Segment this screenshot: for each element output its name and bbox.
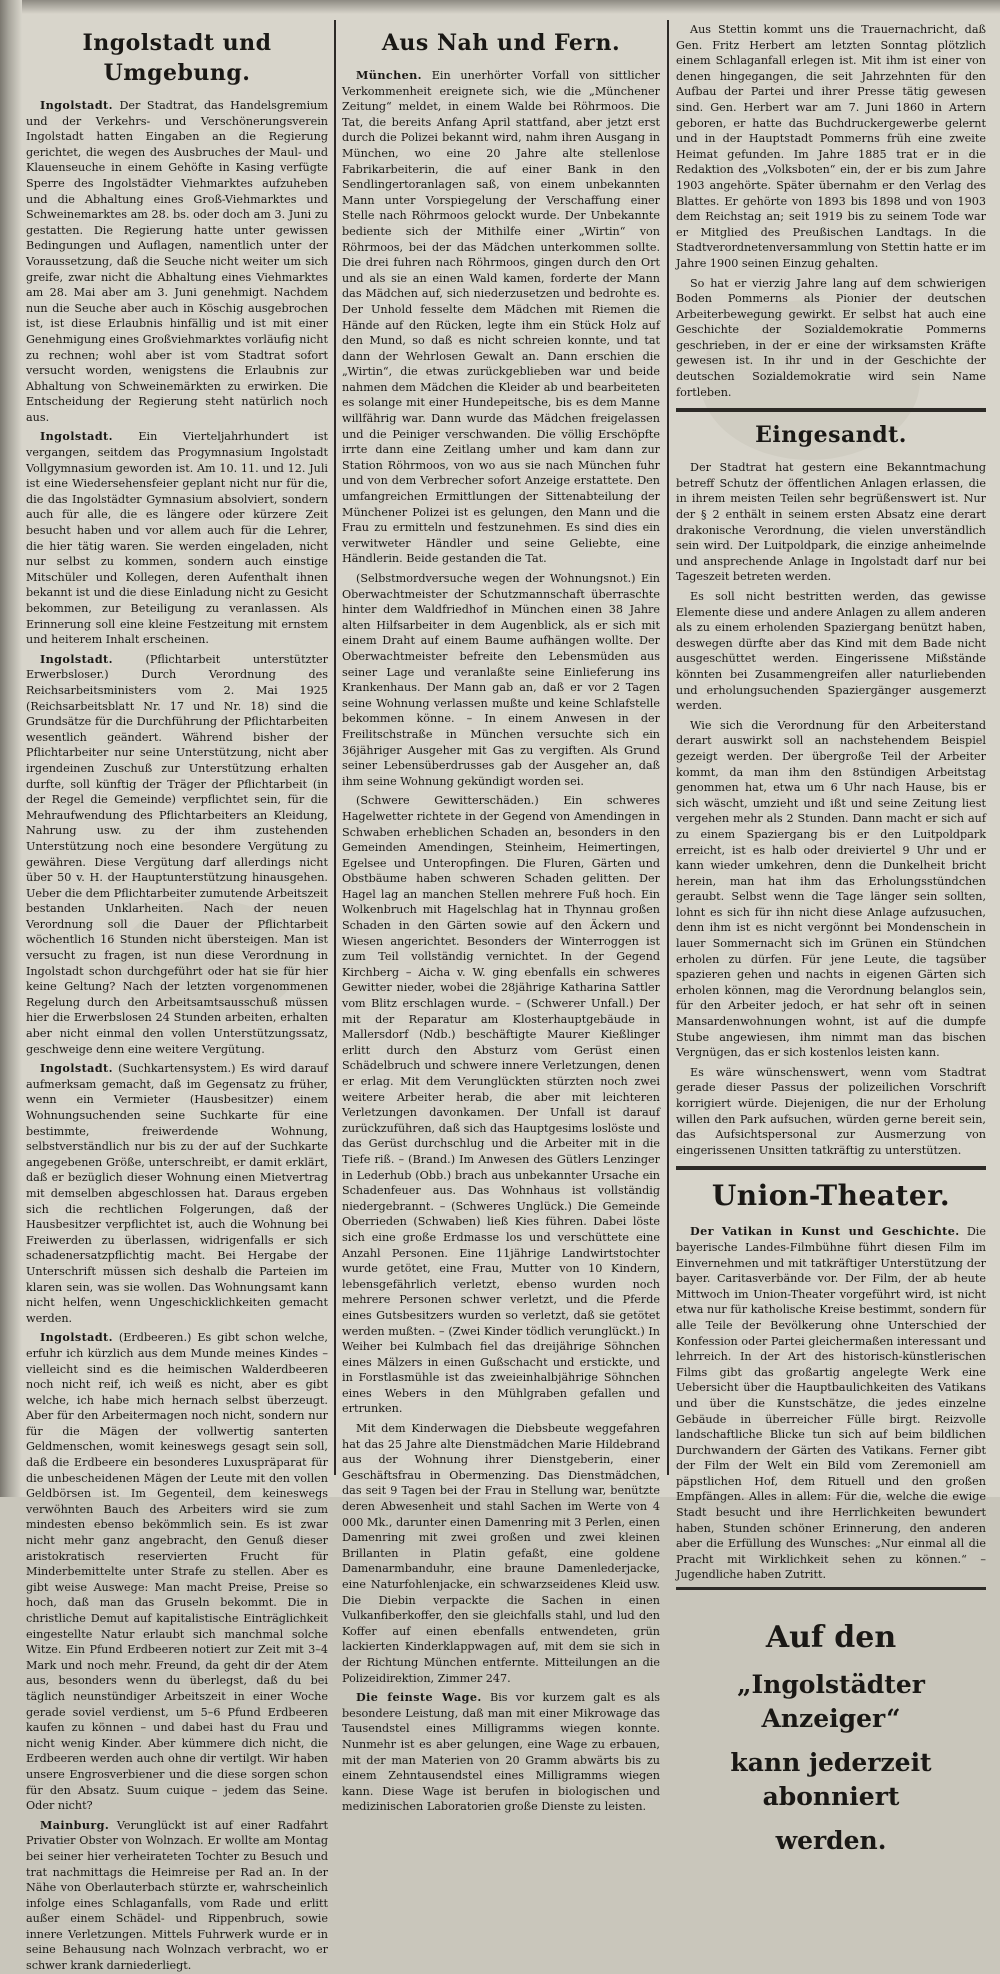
article-lead: Mainburg. bbox=[40, 1817, 110, 1832]
article-lead: Ingolstadt. bbox=[40, 1330, 113, 1345]
section-divider bbox=[676, 1166, 986, 1170]
article-paragraph bbox=[342, 1690, 660, 1815]
article-lead: Der Vatikan in Kunst und Geschichte. bbox=[690, 1224, 960, 1239]
article-text: Die bayerische Landes-Filmbühne führt diesen Film im Einvernehmen und mit tatkräftiger Unterstützung der bayer. Caritasverbände vor. Der Film, der ab heute Mittwoch im Union-Theater vorgeführt wird, ist nicht etwa nur für katholische Kreise bestimmt, sondern für alle Teile der Bevölkerung ohne Unterschied der Konfession oder Partei gleichermaßen interessant und lehrreich. In der Art des historisch-künstlerischen Films gibt das großartig angelegte Werk eine Uebersicht über die Hauptbaulichkeiten des Vatikans und über die Kunstschätze, die jedes einzelne Gebäude in überreicher Fülle birgt. Reizvolle landschaftliche Blicke tun sich auf beim bildlichen Durchwandern der Gärten des Vatikans. Ferner gibt der Film der Welt ein Bild vom Zeremoniell am päpstlichen Hof, dem Rituell und den großen Empfängen. Alles in allem: Für die, welche die ewige Stadt besucht und ihre Herrlichkeiten bewundert haben, Stunden schöner Erinnerung, den anderen aber die Erfüllung des Wunsches: „Nur einmal all die Pracht mit Wirklichkeit sehen zu können.“ – Jugendliche haben Zutritt. bbox=[676, 1225, 986, 1582]
section-heading-aus-nah-und-fern: Aus Nah und Fern. bbox=[381, 30, 621, 56]
article-text: Verunglückt ist auf einer Radfahrt Privatier Obster von Wolnzach. Er wollte am Montag bei seiner hier verheirateten Tochter zu Besuch und trat nachmittags die Heimreise per Rad an. In der Nähe von Oberlauterbach stürzte er, wahrscheinlich infolge eines Schlaganfalls, vom Rade und erlitt außer einem Schädel- und Rippenbruch, sowie innere Verletzungen. Mittels Fuhrwerk wurde er in seine Behausung nach Wolnzach verbracht, wo er schwer krank darniederliegt. bbox=[26, 1818, 328, 1973]
article-lead: Ingolstadt. bbox=[40, 1061, 113, 1076]
article-text: (Erdbeeren.) Es gibt schon welche, erfuhr ich kürzlich aus dem Munde meines Kindes – vielleicht sind es die heimischen Walderdbeeren noch nicht reif, ich weiß es nicht, aber es gibt welche, ich habe mich hernach selbst überzeugt. Aber für den Arbeitermagen noch nicht, sondern nur für die Mägen der vollwertig santerten Geldmenschen, womit keineswegs gesagt sein soll, daß die Erdbeere ein besonderes Luxuspräparat für die unbescheidenen Mägen der Leute mit den vollen Geldbörsen ist. Im Gegenteil, dem keineswegs verwöhnten Bauch des Arbeiters wird sie zum mindesten ebenso bekömmlich sein. Es ist zwar nicht mehr ganz angebracht, den Genuß dieser aristokratisch reservierten Frucht für Minderbemittelte unter Strafe zu stellen. Aber es gibt weise Auswege: Man macht Preise, Preise so hoch, daß man das Gruseln bekommt. Die in christliche Demut auf kapitalistische Einträglichkeit eingestellte Natur erlaubt sich manchmal solche Witze. Ein Pfund Erdbeeren notiert zur Zeit mit 3–4 Mark und noch mehr. Freund, da geht dir der Atem aus, besonders wenn du überlegst, daß du bei täglich neunstündiger Arbeitszeit in einer Woche gerade soviel verdienst, um 5–6 Pfund Erdbeeren kaufen zu können – und dabei hast du Frau und nicht wenig Kinder. Aber kümmere dich nicht, die Erdbeeren werden auch ohne dir vertilgt. Wir haben unsere Engrosverbiener und die diese sorgen schon für den Absatz. Suum cuique – jedem das Seine. Oder nicht? bbox=[26, 1331, 328, 1813]
article-text: Ein Vierteljahrhundert ist vergangen, seitdem das Progymnasium Ingolstadt Vollgymnasium geworden ist. Am 10. 11. und 12. Juli ist eine Wiedersehensfeier geplant nicht nur für die, die das Ingolstädter Gymnasium absolviert, sondern auch für alle, die es längere oder kürzere Zeit besucht haben und vor allem auch für die Lehrer, die hier tätig waren. Sie werden eingeladen, nicht nur selbst zu kommen, sondern auch einstige Mitschüler und Kollegen, deren Aufenthalt ihnen bekannt ist und die diese Einladung nicht zu Gesicht bekommen, zur Beteiligung zu veranlassen. Als Erinnerung soll eine kleine Festzeitung mit ernstem und heiterem Inhalt erscheinen. bbox=[26, 430, 328, 647]
article-paragraph bbox=[676, 276, 986, 401]
article-text: Der Stadtrat, das Handelsgremium und der Verkehrs- und Verschönerungsverein Ingolstadt hatten Eingaben an die Regierung gerichtet, die wegen des Ausbruches der Maul- und Klauenseuche in einem Gehöfte in Kasing verfügte Sperre des Ingolstädter Viehmarktes aufzuheben und die Abhaltung eines Groß-Viehmarktes und Schweinemarktes am 28. bs. oder doch am 3. Juni zu gestatten. Die Regierung hatte unter gewissen Bedingungen und Auflagen, namentlich unter der Voraussetzung, daß die Seuche nicht weiter um sich greife, zwar nicht die Abhaltung eines Viehmarktes am 28. Mai aber am 3. Juni genehmigt. Nachdem nun die Seuche aber auch in Köschig ausgebrochen ist, ist diese Erlaubnis hinfällig und ist mit einer Genehmigung eines Großviehmarktes vorläufig nicht zu rechnen; wohl aber ist vom Stadtrat sofort versucht worden, wenigstens die Erlaubnis zur Abhaltung von Schweinemärkten zu erwirken. Die Entscheidung der Regierung steht natürlich noch aus. bbox=[26, 99, 328, 424]
page-edge-left bbox=[0, 0, 22, 1497]
article-text: (Schwere Gewitterschäden.) Ein schweres Hagelwetter richtete in der Gegend von Amendingen in Schwaben erheblichen Schaden an, besonders in den Gemeinden Amendingen, Steinheim, Heimertingen, Egelsee und Unteropfingen. Die Fluren, Gärten und Obstbäume haben schweren Schaden gelitten. Der Hagel lag an manchen Stellen mehrere Fuß hoch. Ein Wolkenbruch mit Hagelschlag hat in Thynnau großen Schaden in den Gärten sowie auf den Äckern und Wiesen angerichtet. Besonders der Winterroggen ist zum Teil vollständig vernichtet. In der Gegend Kirchberg – Aicha v. W. ging ebenfalls ein schweres Gewitter nieder, wobei die 28jährige Katharina Sattler vom Blitz erschlagen wurde. – (Schwerer Unfall.) Der mit der Reparatur am Klosterhauptgebäude in Mallersdorf (Ndb.) beschäftigte Maurer Kießlinger erlitt durch den Absturz vom Gerüst einen Schädelbruch und schwere innere Verletzungen, denen er erlag. Mit dem Verunglückten stürzten noch zwei weitere Arbeiter herab, die aber mit leichteren Verletzungen davonkamen. Der Unfall ist darauf zurückzuführen, daß sich das Hauptgesims loslöste und das Gerüst durchschlug und die Arbeiter mit in die Tiefe riß. – (Brand.) Im Anwesen des Gütlers Lenzinger in Lederhub (Obb.) brach aus unbekannter Ursache ein Schadenfeuer aus. Das Wohnhaus ist vollständig niedergebrannt. – (Schweres Unglück.) Die Gemeinde Oberrieden (Schwaben) ließ Kies führen. Dabei löste sich eine große Erdmasse los und verschüttete eine Anzahl Personen. Eine 11jährige Landwirtstochter wurde getötet, eine Frau, Mutter von 10 Kindern, lebensgefährlich verletzt, ebenso wurden noch mehrere Personen schwer verletzt, und die Pferde eines Gutsbesitzers wurden so verletzt, daß sie getötet werden mußten. – (Zwei Kinder tödlich verunglückt.) In Weiher bei Kulmbach fiel das dreijährige Söhnchen eines Mälzers in einen Gußschacht und erstickte, und in Forstlasmühle ist das zweieinhalbjährige Söhnchen eines Webers in den Mühlgraben gefallen und ertrunken. bbox=[342, 794, 660, 1416]
obituary-article bbox=[676, 22, 986, 400]
article-text: So hat er vierzig Jahre lang auf dem schwierigen Boden Pommerns als Pionier der deutschen Arbeiterbewegung gewirkt. Er selbst hat auch eine Geschichte der Sozialdemokratie Pommerns geschrieben, in der er eine der wirksamsten Kräfte gewesen ist. In ihr und in der Geschichte der deutschen Sozialdemokratie wird sein Name fortleben. bbox=[676, 276, 986, 399]
article-paragraph bbox=[342, 571, 660, 789]
eingesandt-paragraph: Wie sich die Verordnung für den Arbeiterstand derart auswirkt soll an nachstehendem Beispiel gezeigt werden. Der übergroße Teil der Arbeiter kommt, da man ihm den 8stündigen Arbeitstag genommen hat, etwa um 6 Uhr nach Hause, bis er sich wäscht, umzieht und ißt und seine Zeitung liest vergehen mehr als 2 Stunden. Dann macht er sich auf zu einem Spaziergang bis er den Luitpoldpark erreicht, ist es halb oder dreiviertel 9 Uhr und er kann wieder umkehren, denn die Dunkelheit bricht herein, man hat ihm das Erholungsstündchen geraubt. Selbst wenn die Tage länger sein sollten, lohnt es sich für ihn nicht diese Anlage aufzusuchen, denn ihm ist es nicht vergönnt bei Mondenschein in lauer Sommernacht sich im Grünen ein Stündchen erholen zu dürfen. Für jene Leute, die tagsüber spazieren gehen und nachts in eigenen Gärten sich erholen können, mag die Verordnung belanglos sein, für den Arbeiter jedoch, er hat sehr oft in seinen Mansardenwohnungen wohnt, ist auf die dumpfe Stube angewiesen, ihm nimmt man das bischen Vergnügen, das er sich kostenlos leisten kann. bbox=[676, 718, 986, 1060]
article-paragraph bbox=[26, 1061, 328, 1326]
article-list bbox=[342, 68, 660, 1815]
eingesandt-paragraph: Es wäre wünschenswert, wenn vom Stadtrat gerade dieser Passus der polizeilichen Vorschrift korrigiert würde. Diejenigen, die nur der Erholung willen den Park aufsuchen, würden gerne bereit sein, das Aufsichtspersonal zur Ausmerzung von eingerissenen Unsitten tatkräftig zu unterstützen. bbox=[676, 1065, 986, 1157]
article-text: Bis vor kurzem galt es als besondere Leistung, daß man mit einer Mikrowage das Tausendstel eines Milligramms wiegen konnte. Nunmehr ist es aber gelungen, eine Wage zu erbauen, mit der man Materien von 20 Gramm abwärts bis zu einem Zehntausendstel eines Milligramms wiegen kann. Diese Wage ist berufen in biologischen und medizinischen Laboratorien große Dienste zu leisten. bbox=[342, 1691, 661, 1814]
subscription-advertisement bbox=[676, 1587, 986, 1858]
article-lead: Die feinste Wage. bbox=[356, 1690, 482, 1705]
column-aus-nah-und-fern bbox=[342, 22, 661, 1814]
article-text: Ein unerhörter Vorfall von sittlicher Verkommenheit ereignete sich, wie die „Münchener Zeitung“ meldet, in einem Walde bei Röhrmoos. Die Tat, die bereits Anfang April stattfand, aber jetzt erst durch die Polizei bekannt wird, nahm ihren Ausgang in München, wo eine 20 Jahre alte stellenlose Fabrikarbeiterin, die auf einer Bank in den Sendlingertoranlagen saß, von einem unbekannten Mann unter Vorspiegelung der Verschaffung einer Stelle nach Röhrmoos gelockt wurde. Der Unbekannte bediente sich der Mithilfe einer „Wirtin“ von Röhrmoos, bei der das Mädchen unterkommen sollte. Die drei fuhren nach Röhrmoos, gingen durch den Ort und als sie an einen Wald kamen, forderte der Mann das Mädchen auf, sich niederzusetzen und bedrohte es. Der Unhold fesselte dem Mädchen mit Riemen die Hände auf den Rücken, legte ihm ein Stück Holz auf den Mund, so daß es nicht schreien konnte, und tat dann der Wehrlosen Gewalt an. Dann erschien die „Wirtin“, die etwas zurückgeblieben war und beide nahmen dem Mädchen die Kleider ab und bearbeiteten es solange mit einer Hundepeitsche, bis es dem Manne willfährig war. Dann wurde das Mädchen freigelassen und die Peiniger verschwanden. Die völlig Erschöpfte irrte dann eine Zeitlang umher und kam dann zur Station Röhrmoos, von wo aus sie nach München fuhr und von dem Verbrecher sofort Anzeige erstattete. Den umfangreichen Ermittlungen der Sittenabteilung der Münchener Polizei ist es gelungen, den Mann und die Frau zu ermitteln und festzunehmen. Es sind dies ein verwitweter Händler und seine Geliebte, eine Händlerin. Beide gestanden die Tat. bbox=[342, 69, 661, 566]
column-right bbox=[676, 22, 986, 1856]
article-lead: München. bbox=[356, 68, 422, 82]
ad-line: „Ingolstädter Anzeiger“ bbox=[737, 1670, 925, 1734]
ad-line: Auf den bbox=[765, 1620, 897, 1656]
section-divider bbox=[676, 408, 986, 412]
section-heading-eingesandt: Eingesandt. bbox=[755, 422, 907, 449]
section-heading-ingolstadt: Ingolstadt und Umgebung. bbox=[82, 30, 272, 86]
column-ingolstadt bbox=[26, 22, 328, 1973]
page-edge-top bbox=[0, 0, 1000, 14]
article-paragraph bbox=[26, 98, 328, 425]
column-rule bbox=[667, 20, 669, 1475]
article-paragraph bbox=[26, 1330, 328, 1813]
article-paragraph bbox=[26, 1818, 328, 1974]
article-paragraph bbox=[26, 652, 328, 1057]
article-text: Mit dem Kinderwagen die Diebsbeute weggefahren hat das 25 Jahre alte Dienstmädchen Marie Hildebrand aus der Wohnung ihrer Dienstgeberin, einer Geschäftsfrau in Obermenzing. Das Dienstmädchen, das seit 9 Tagen bei der Frau in Stellung war, benützte deren Abwesenheit und stahl Sachen im Werte von 4 000 Mk., darunter einen Damenring mit 3 Perlen, einen Damenring mit zwei großen und zwei kleinen Brillanten in Platin gefaßt, eine goldene Damenarmbanduhr, eine braune Damenlederjacke, eine Naturfohlenjacke, ein schwarzseidenes Kleid usw. Die Diebin verpackte die Sachen in einen Vulkanfiberkoffer, den sie gleichfalls stahl, und lud den Koffer auf einen ebenfalls entwendeten, grün lackierten Kinderklappwagen auf, mit dem sie sich in der Richtung München entfernte. Mitteilungen an die Polizeidirektion, Zimmer 247. bbox=[342, 1422, 660, 1685]
article-text: (Selbstmordversuche wegen der Wohnungsnot.) Ein Oberwachtmeister der Schutzmannschaft überraschte hinter dem Waldfriedhof in München einen 38 Jahre alten Hilfsarbeiter in dem Augenblick, als er sich mit einem Draht auf einem Baume aufhängen wollte. Der Oberwachtmeister befreite den Lebensmüden aus seiner Lage und veranlaßte seine Einlieferung ins Krankenhaus. Der Mann gab an, daß er vor 2 Tagen seine Wohnung verlassen mußte und keine Schlafstelle bekommen könne. – In einem Anwesen in der Freilitschstraße in München versuchte sich ein 36jähriger Ausgeher mit Gas zu vergiften. Als Grund seiner Lebensüberdrusses gab der Ausgeher an, daß ihm seine Wohnung gekündigt worden sei. bbox=[342, 572, 660, 788]
eingesandt-article bbox=[676, 460, 986, 1158]
article-text: Aus Stettin kommt uns die Trauernachricht, daß Gen. Fritz Herbert am letzten Sonntag plötzlich einem Schlaganfall erlegen ist. Mit ihm ist einer von denen hingegangen, die seit Jahrzehnten für den Aufbau der Partei und ihrer Presse tätig gewesen sind. Gen. Herbert war am 7. Juni 1860 in Artern geboren, er hatte das Buchdruckergewerbe gelernt und in der Hauptstadt Pommerns früh eine zweite Heimat gefunden. Im Jahre 1885 trat er in die Redaktion des „Volksboten“ ein, der er bis zum Jahre 1903 angehörte. Später übernahm er den Verlag des Blattes. Er gehörte von 1893 bis 1898 und von 1903 dem Reichstag an; seit 1919 bis zu seinem Tode war er Mitglied des Preußischen Landtags. In die Stadtverordnetenversammlung von Stettin hatte er im Jahre 1900 seinen Einzug gehalten. bbox=[676, 23, 986, 270]
article-paragraph bbox=[342, 793, 660, 1417]
article-text: (Pflichtarbeit unterstützter Erwerbsloser.) Durch Verordnung des Reichsarbeitsministers vom 2. Mai 1925 (Reichsarbeitsblatt Nr. 17 und Nr. 18) sind die Grundsätze für die Durchführung der Pflichtarbeiten wesentlich geändert. Während bisher der Pflichtarbeiter nur seine Unterstützung, nicht aber irgendeinen Zuschuß zur Unterstützung erhalten durfte, soll künftig der Träger der Pflichtarbeit (in der Regel die Gemeinde) verpflichtet sein, für die Mehraufwendung des Pflichtarbeiters an Kleidung, Nahrung usw. zu der ihm zustehenden Unterstützung noch eine besondere Vergütung zu gewähren. Diese Vergütung darf allerdings nicht über 50 v. H. der Hauptunterstützung hinausgehen. Ueber die dem Pflichtarbeiter zumutende Arbeitszeit bestanden Unklarheiten. Nach der neuen Verordnung soll die Dauer der Pflichtarbeit wöchentlich 16 Stunden nicht übersteigen. Man ist versucht zu fragen, ist nun diese Verordnung in Ingolstadt schon durchgeführt oder hat sie für hier keine Geltung? Nach der letzten vorgenommenen Regelung durch den Arbeitsamtsausschuß müssen hier die Erwerbslosen 24 Stunden arbeiten, erhalten aber nicht einmal den vollen Unterstützungssatz, geschweige denn eine weitere Vergütung. bbox=[26, 652, 328, 1056]
article-lead: Ingolstadt. bbox=[40, 651, 113, 666]
section-heading-union-theater: Union-Theater. bbox=[711, 1179, 951, 1213]
ad-line: kann jederzeit abonniert bbox=[730, 1748, 932, 1812]
article-paragraph bbox=[342, 68, 660, 567]
article-paragraph bbox=[342, 1421, 660, 1686]
union-theater-article bbox=[676, 1224, 986, 1583]
ad-line: werden. bbox=[775, 1826, 887, 1856]
article-list bbox=[26, 98, 328, 1974]
article-paragraph bbox=[26, 429, 328, 647]
article-text: (Suchkartensystem.) Es wird darauf aufmerksam gemacht, daß im Gegensatz zu früher, wenn ein Vermieter (Hausbesitzer) einem Wohnungsuchenden seine Suchkarte für eine bestimmte, freiwerdende Wohnung, selbstverständlich nur bis zu der auf der Suchkarte angegebenen Größe, unterschreibt, er damit erklärt, daß er bezüglich dieser Wohnung einen Mietvertrag mit demselben abgeschlossen hat. Daraus ergeben sich die rechtlichen Folgerungen, daß der Hausbesitzer verpflichtet ist, auch die Wohnung bei Freiwerden zu überlassen, widrigenfalls er sich schadenersatzpflichtig macht. Bei Hergabe der Unterschrift müssen sich deshalb die Parteien im klaren sein, was sie wollen. Das Wohnungsamt kann nicht helfen, wenn Ungeschicklichkeiten gemacht werden. bbox=[26, 1062, 328, 1325]
eingesandt-paragraph: Es soll nicht bestritten werden, das gewisse Elemente diese und andere Anlagen zu allem anderen als zu einem erholenden Spaziergang benützt haben, deswegen dürfte aber das Kind mit dem Bade nicht ausgeschüttet werden. Eingerissene Mißstände könnten bei Zusammengreifen aller naturliebenden und erholungsuchenden Spaziergänger ausgemerzt werden. bbox=[676, 590, 986, 713]
article-paragraph bbox=[676, 22, 986, 272]
eingesandt-paragraph: Der Stadtrat hat gestern eine Bekanntmachung betreff Schutz der öffentlichen Anlagen erlassen, die in ihrem meisten Teilen sehr begrüßenswert ist. Nur der § 2 enthält in seinem ersten Absatz eine derart drakonische Verordnung, die vielen unverständlich sein wird. Der Luitpoldpark, die einzige anheimelnde und ansprechende Anlage in Ingolstadt darf nur bei Tageszeit betreten werden. bbox=[676, 461, 986, 584]
article-lead: Ingolstadt. bbox=[40, 429, 113, 444]
article-lead: Ingolstadt. bbox=[40, 98, 113, 112]
column-rule bbox=[334, 20, 336, 1475]
